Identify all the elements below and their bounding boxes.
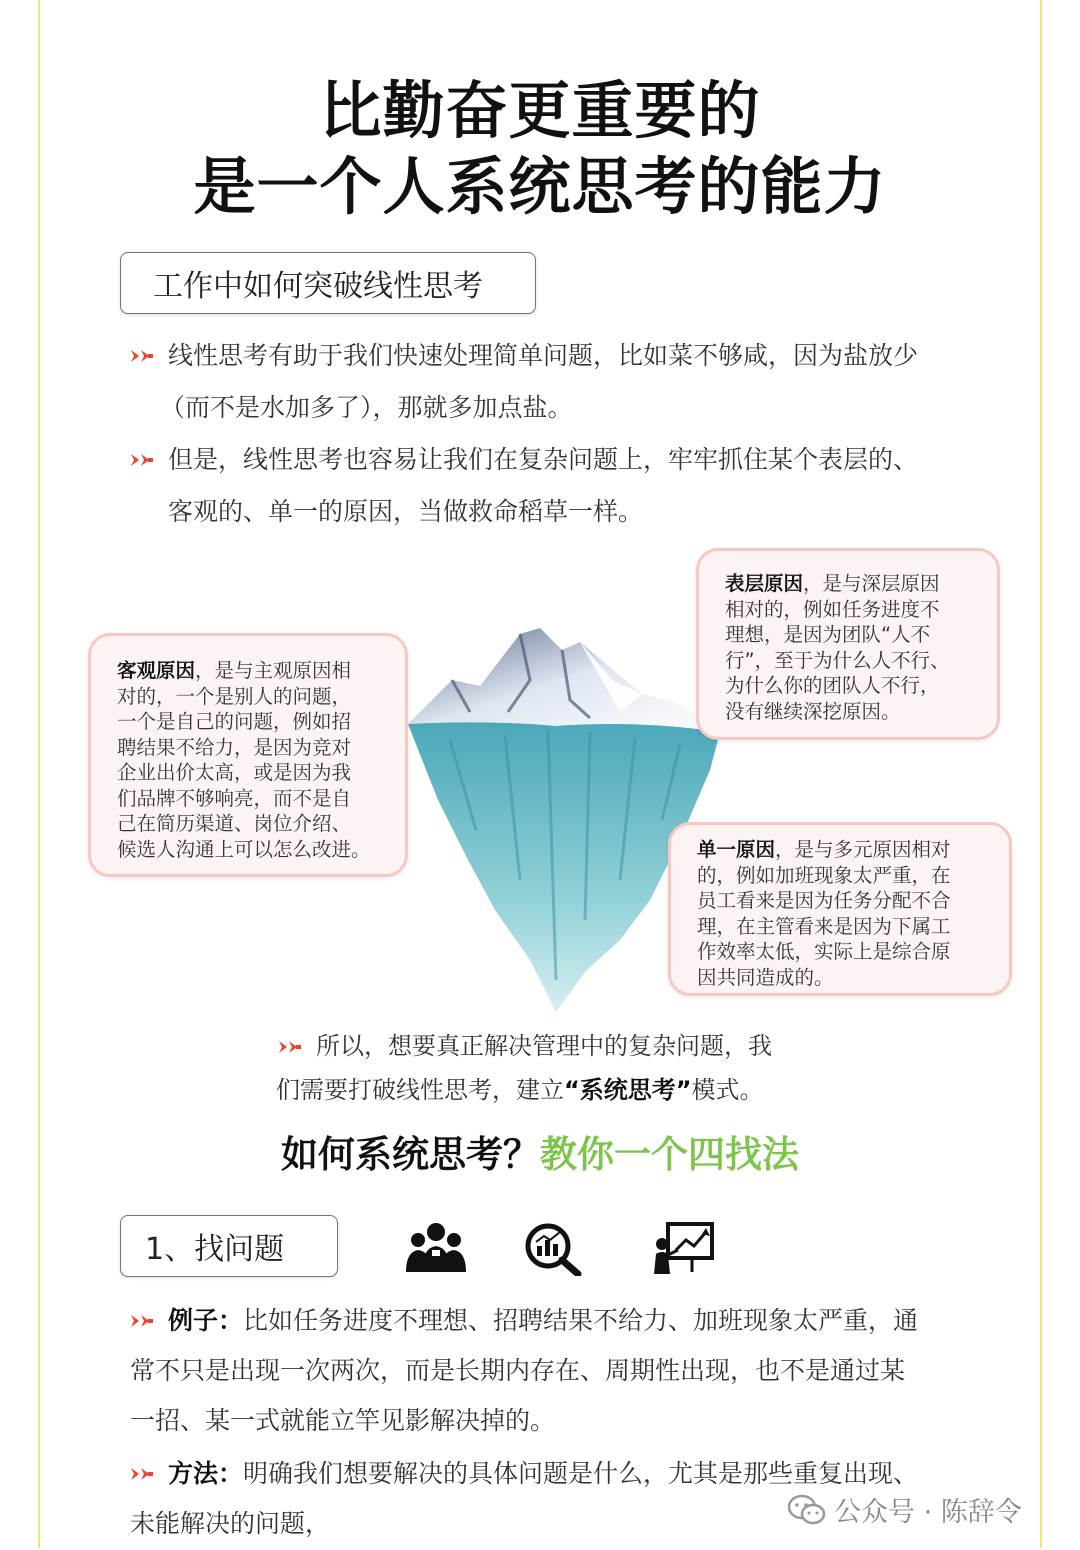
double-arrow-icon: [130, 1466, 154, 1482]
callout-single-cause: [668, 822, 1012, 996]
conclusion-text: 模式。: [691, 1076, 764, 1104]
double-arrow-icon: [278, 1039, 302, 1055]
callout-surface-cause: [696, 548, 1000, 740]
method-line2: 未能解决的问题，: [130, 1509, 331, 1538]
callout-text: ，是与主观原因相: [195, 659, 352, 682]
example-line2: 常不只是出现一次两次，而是长期内存在、周期性出现，也不是通过某: [130, 1356, 906, 1385]
double-arrow-icon: [130, 348, 154, 364]
double-arrow-icon: [130, 452, 154, 468]
para-linear-risk-line1: 但是，线性思考也容易让我们在复杂问题上，牢牢抓住某个表层的、: [168, 445, 919, 474]
callout-text: 企业出价太高，或是因为我: [117, 761, 352, 784]
double-arrow-icon: [130, 1313, 154, 1329]
conclusion-line2: [276, 1066, 764, 1114]
callout-text: 聘结果不给力，是因为竞对: [117, 735, 352, 759]
callout-text: 们品牌不够响亮，而不是自: [117, 786, 352, 810]
method-label: 方法：: [168, 1459, 244, 1488]
para-linear-risk-line2: 客观的、单一的原因，当做救命稻草一样。: [168, 497, 644, 526]
example-line1: [168, 1295, 918, 1347]
example-line3: 一招、某一式就能立竿见影解决掉的。: [130, 1406, 556, 1435]
example-text: 比如任务进度不理想、招聘结果不给力、加班现象太严重，通: [243, 1306, 919, 1335]
data-analysis-icon: [522, 1220, 586, 1276]
callout-text: 候选人沟通上可以怎么改进。: [117, 837, 371, 861]
callout-text: 作效率太低，实际上是综合原: [697, 940, 951, 963]
callout-text: 对的，一个是别人的问题，: [117, 684, 352, 708]
conclusion-emphasis: “系统思考”: [564, 1076, 692, 1104]
method-text: 明确我们想要解决的具体问题是什么，尤其是那些重复出现、: [243, 1459, 919, 1488]
callout-text: 行”，至于为什么人不行、: [725, 648, 950, 672]
section-heading-find-problem: [120, 1215, 338, 1277]
callout-text: ，是与多元原因相对: [775, 838, 951, 861]
subhead-four-find-method: [0, 1124, 1080, 1178]
callout-text: 相对的，例如任务进度不: [725, 597, 940, 621]
callout-text: 一个是自己的问题，例如招: [117, 710, 352, 733]
callout-text: 的，例如加班现象太严重，在: [697, 863, 951, 887]
callout-text: 己在简历渠道、岗位介绍、: [117, 812, 352, 835]
para-linear-benefit-line1: 线性思考有助于我们快速处理简单问题，比如菜不够咸，因为盐放少: [168, 341, 919, 370]
callout-text: 因共同造成的。: [697, 965, 834, 989]
callout-text: ，是与深层原因: [803, 572, 940, 595]
wechat-icon: [788, 1494, 826, 1526]
conclusion-line1: 所以，想要真正解决管理中的复杂问题，我: [316, 1032, 772, 1060]
example-label: 例子：: [168, 1306, 244, 1335]
team-icon: [404, 1220, 468, 1276]
watermark: [788, 1490, 1022, 1529]
subhead-answer: 教你一个四找法: [540, 1133, 799, 1176]
callout-text: 没有继续深挖原因。: [725, 699, 901, 723]
page-title-line2: 是一个人系统思考的能力: [193, 150, 887, 223]
callout-term: 客观原因: [117, 659, 196, 682]
section-heading-linear-thinking: [120, 252, 536, 314]
callout-term: 单一原因: [697, 838, 776, 861]
para-linear-benefit-line2: （而不是水加多了），那就多加点盐。: [160, 393, 573, 422]
page-title-line1: 比勤奋更重要的: [319, 74, 761, 147]
callout-objective-cause: [88, 633, 408, 877]
conclusion-text: 们需要打破线性思考，建立: [276, 1076, 564, 1104]
presentation-icon: [652, 1220, 716, 1276]
watermark-text: 公众号 · 陈辞令: [834, 1497, 1022, 1528]
subhead-question: 如何系统思考？: [281, 1133, 540, 1176]
callout-text: 员工看来是因为任务分配不合: [697, 889, 951, 912]
callout-text: 为什么你的团队人不行，: [725, 674, 940, 697]
callout-text: 理，在主管看来是因为下属工: [697, 914, 951, 938]
frame-left-border: [38, 0, 40, 1548]
callout-text: 理想，是因为团队“人不: [725, 623, 931, 646]
section-heading-text: 工作中如何突破线性思考: [153, 269, 483, 304]
section-heading-text: 1、找问题: [145, 1232, 285, 1267]
callout-term: 表层原因: [725, 572, 804, 595]
frame-right-border: [1040, 0, 1042, 1548]
